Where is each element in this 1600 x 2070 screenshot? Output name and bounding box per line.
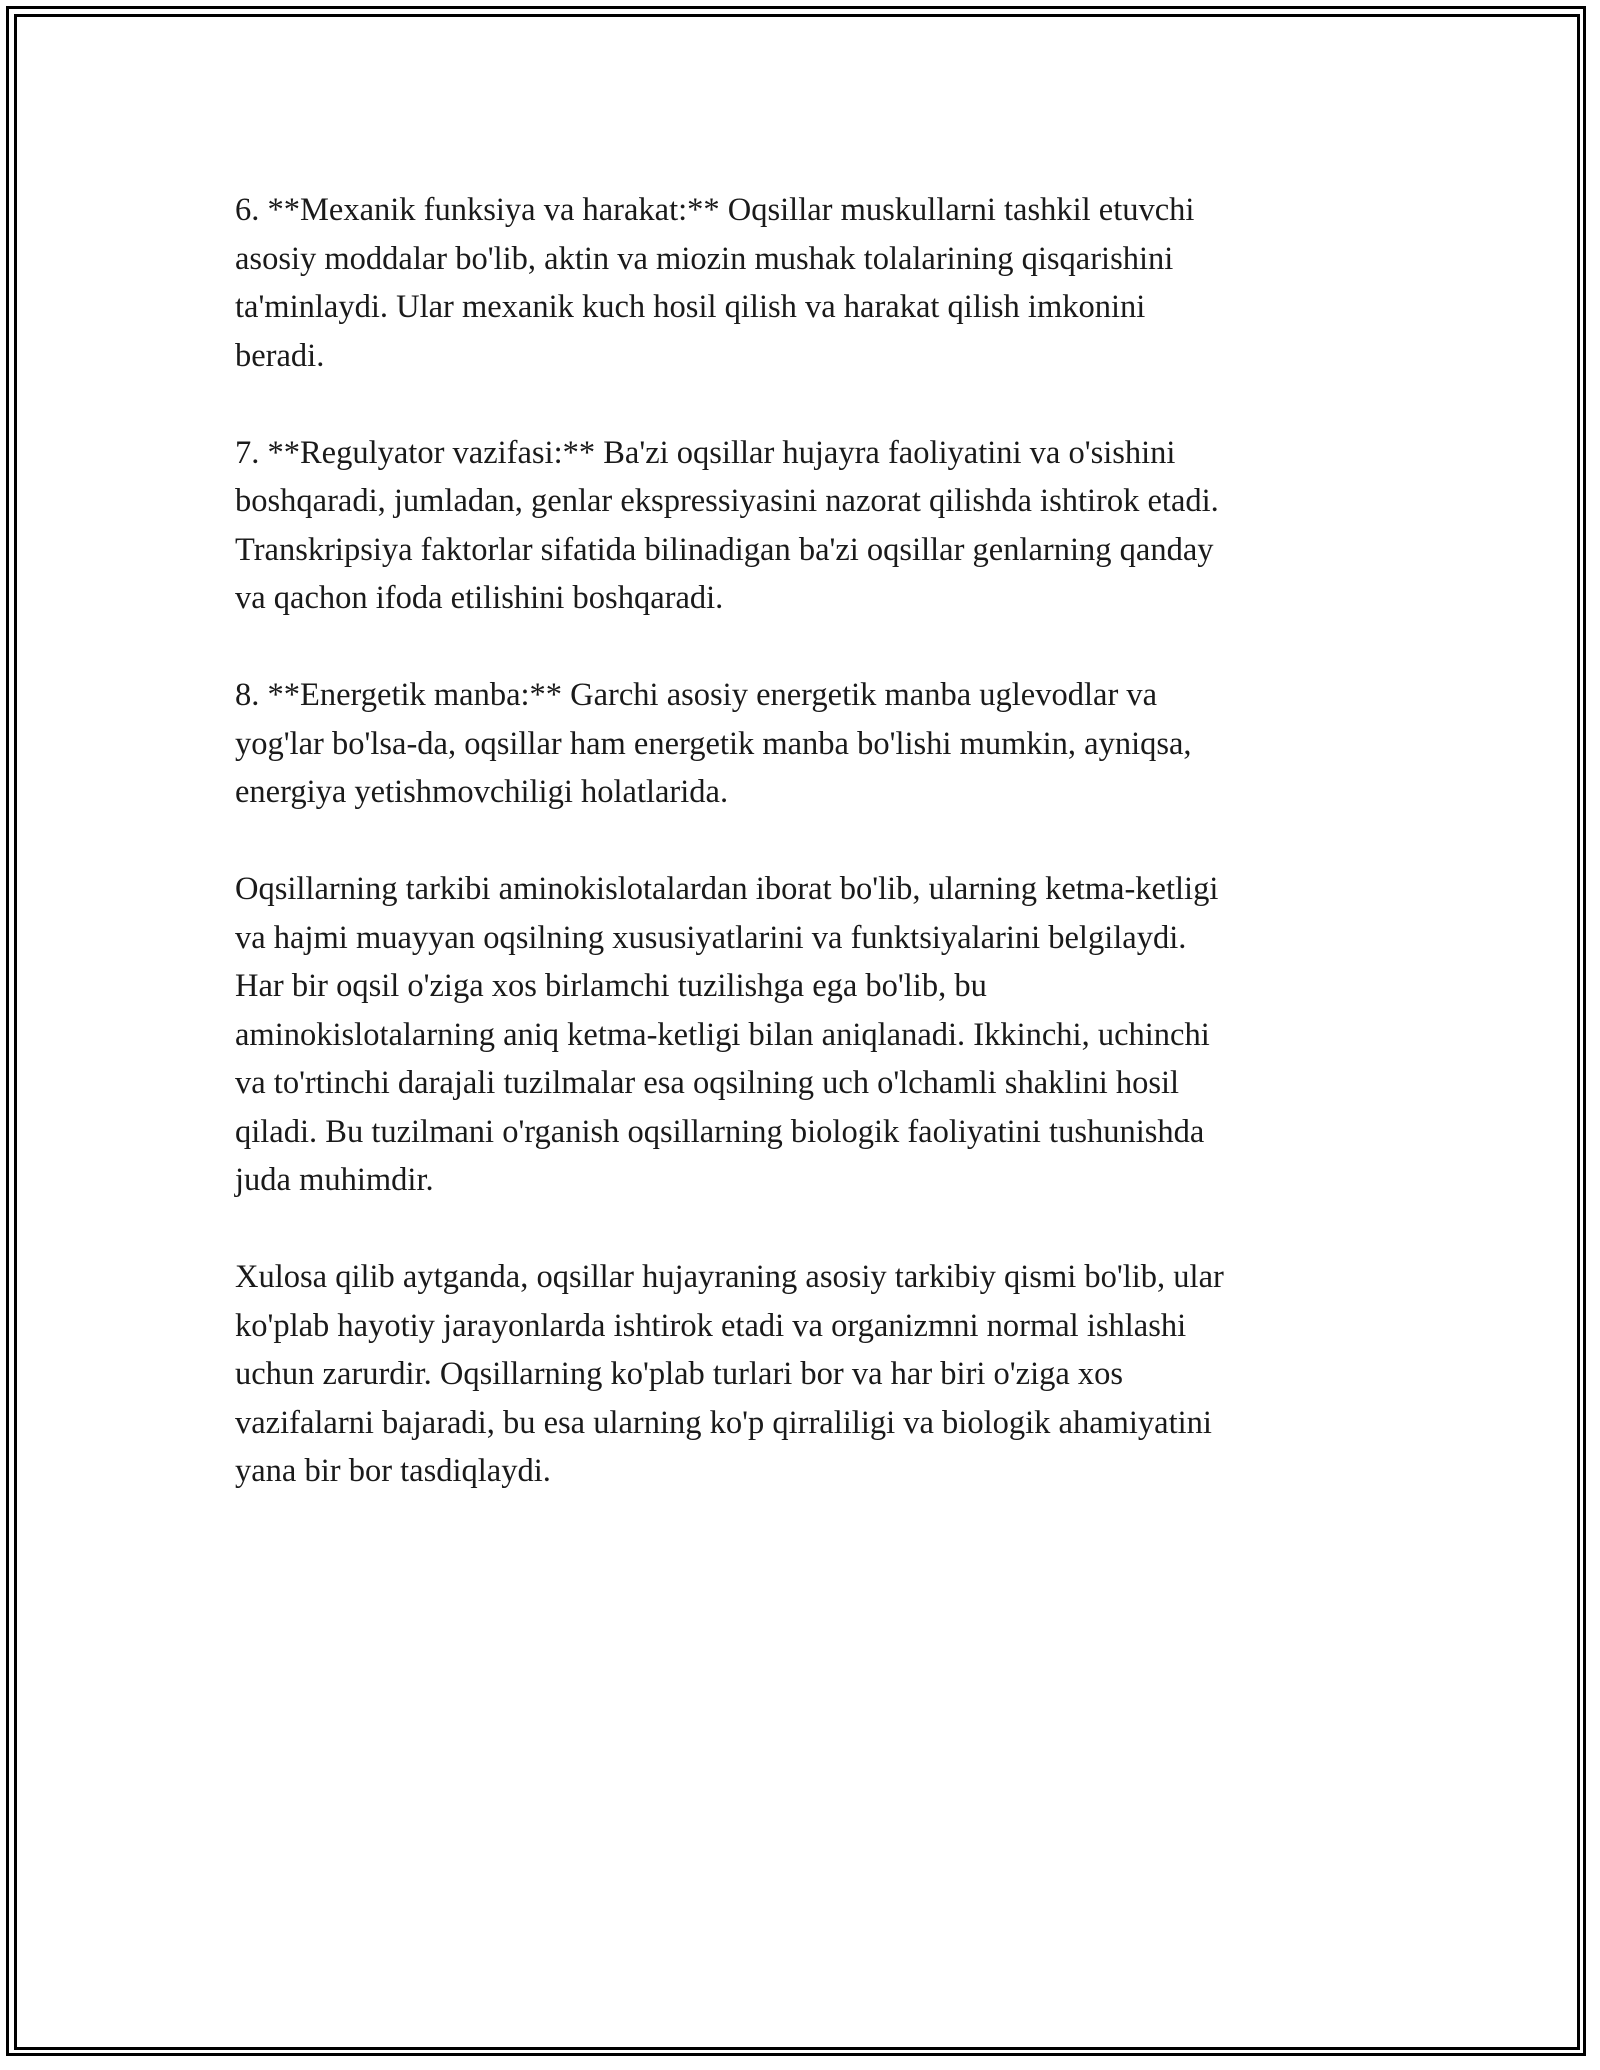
- paragraph-protein-structure: Oqsillarning tarkibi aminokislotalardan iborat bo'lib, ularning ketma-ketligi va hajmi muayyan oqsilning xususiyatlarini va funktsiyalarini belgilaydi. Har bir oqsil o'ziga xos birlamchi tuzilishga ega bo'lib, bu aminokislotalarning aniq ketma-ketligi bilan aniqlanadi. Ikkinchi, uchinchi va to'rtinchi darajali tuzilmalar esa oqsilning uch o'lchamli shaklini hosil qiladi. Bu tuzilmani o'rganish oqsillarning biologik faoliyatini tushunishda juda muhimdir.: [235, 871, 1219, 1198]
- paragraph-conclusion: Xulosa qilib aytganda, oqsillar hujayraning asosiy tarkibiy qismi bo'lib, ular ko'plab hayotiy jarayonlarda ishtirok etadi va organizmni normal ishlashi uchun zarurdir. Oqsillarning ko'plab turlari bor va har biri o'ziga xos vazifalarni bajaradi, bu esa ularning ko'p qirraliligi va biologik ahamiyatini yana bir bor tasdiqlaydi.: [235, 1259, 1224, 1489]
- paragraph-regulatory-function: 7. **Regulyator vazifasi:** Ba'zi oqsillar hujayra faoliyatini va o'sishini boshqaradi, jumladan, genlar ekspressiyasini nazorat qilishda ishtirok etadi. Transkripsiya faktorlar sifatida bilinadigan ba'zi oqsillar genlarning qanday va qachon ifoda etilishini boshqaradi.: [235, 434, 1219, 616]
- document-body: [235, 186, 1365, 1544]
- paragraph-mechanical-function: 6. **Mexanik funksiya va harakat:** Oqsillar muskullarni tashkil etuvchi asosiy moddalar bo'lib, aktin va miozin mushak tolalarining qisqarishini ta'minlaydi. Ular mexanik kuch hosil qilish va harakat qilish imkonini beradi.: [235, 192, 1195, 374]
- paragraph-energy-source: 8. **Energetik manba:** Garchi asosiy energetik manba uglevodlar va yog'lar bo'lsa-da, oqsillar ham energetik manba bo'lishi mumkin, ayniqsa, energiya yetishmovchiligi holatlarida.: [235, 677, 1192, 810]
